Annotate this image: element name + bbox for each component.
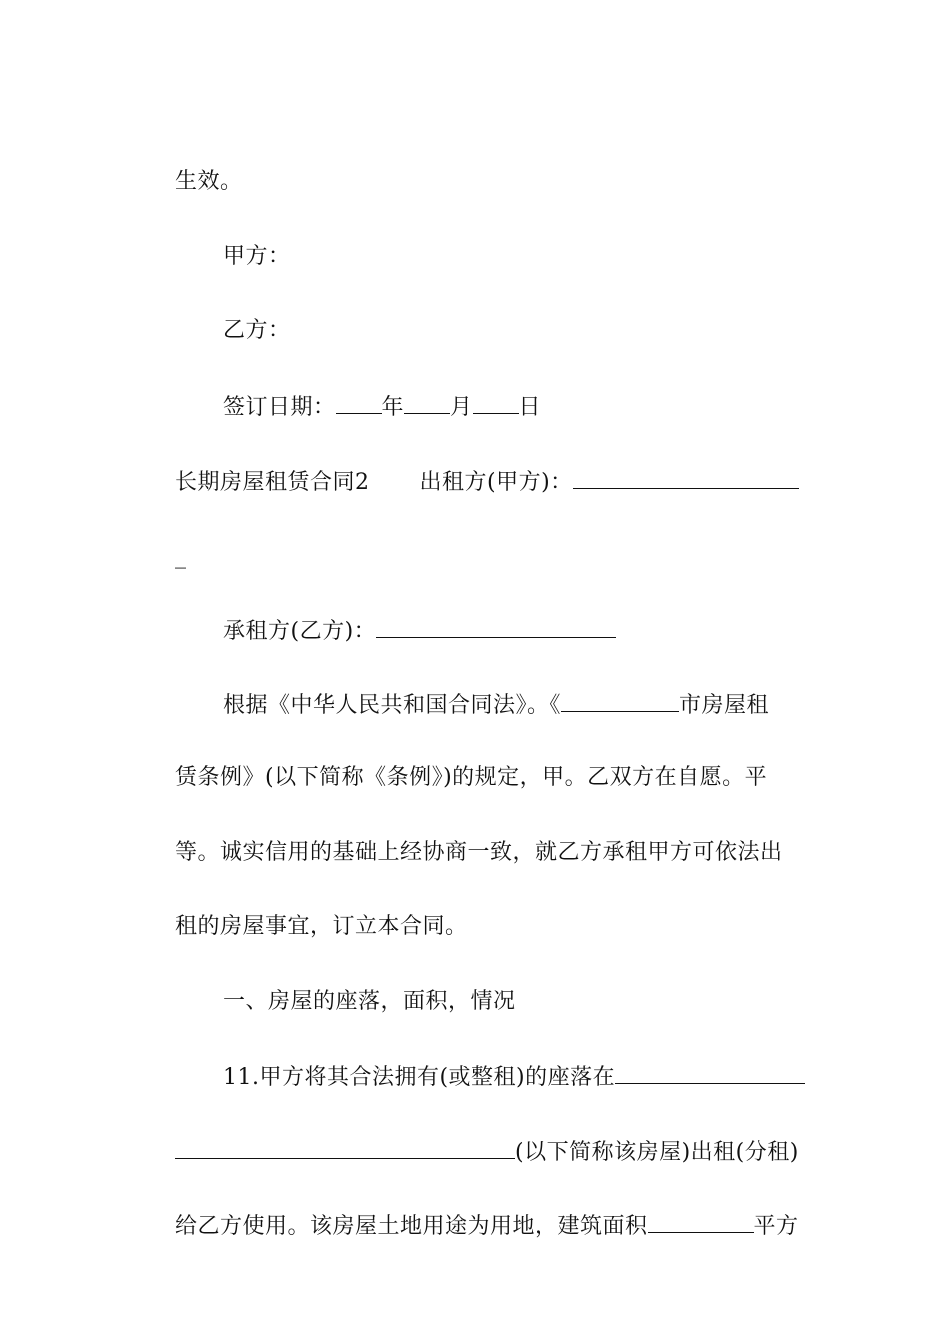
year-blank [336,391,382,414]
line-text: 乙方： [222,318,291,343]
line-text: 等。诚实信用的基础上经协商一致，就乙方承租甲方可依法出 [174,840,783,865]
line-text: 平方 [753,1214,799,1239]
location-blank-continued [175,1136,515,1159]
line-text: 赁条例》(以下简称《条例》)的规定，甲。乙双方在自愿。平 [174,765,768,790]
lessee-blank [376,615,616,638]
paragraph-line [145,512,186,602]
line-text: 11.甲方将其合法拥有(或整租)的座落在 [222,1065,616,1090]
lessee-label: 承租方(乙方)： [222,619,377,644]
day-blank [473,391,519,414]
day-label: 日 [518,395,542,420]
line-text: 一、房屋的座落，面积，情况 [222,989,516,1014]
location-blank [615,1061,805,1084]
sign-date-label: 签订日期： [222,395,336,420]
line-text: 给乙方使用。该房屋土地用途为用地，建筑面积 [174,1214,648,1239]
month-label: 月 [450,395,473,420]
contract-title-line [145,436,799,528]
line-text: 根据《中华人民共和国合同法》。《 [222,693,561,718]
area-blank [648,1210,754,1233]
lessor-label: 出租方(甲方)： [419,470,573,495]
line-text: _ [174,544,187,569]
contract-title: 长期房屋租赁合同2 [174,470,370,495]
line-text: 甲方： [222,244,291,269]
year-label: 年 [381,395,405,420]
paragraph-line [145,1180,799,1272]
line-text: 生效。 [174,169,243,194]
line-text: 市房屋租 [679,693,770,718]
line-text: 租的房屋事宜，订立本合同。 [174,914,468,939]
lessor-blank [573,466,799,489]
line-text: (以下简称该房屋)出租(分租) [514,1140,799,1165]
city-blank [561,689,679,712]
month-blank [404,391,450,414]
